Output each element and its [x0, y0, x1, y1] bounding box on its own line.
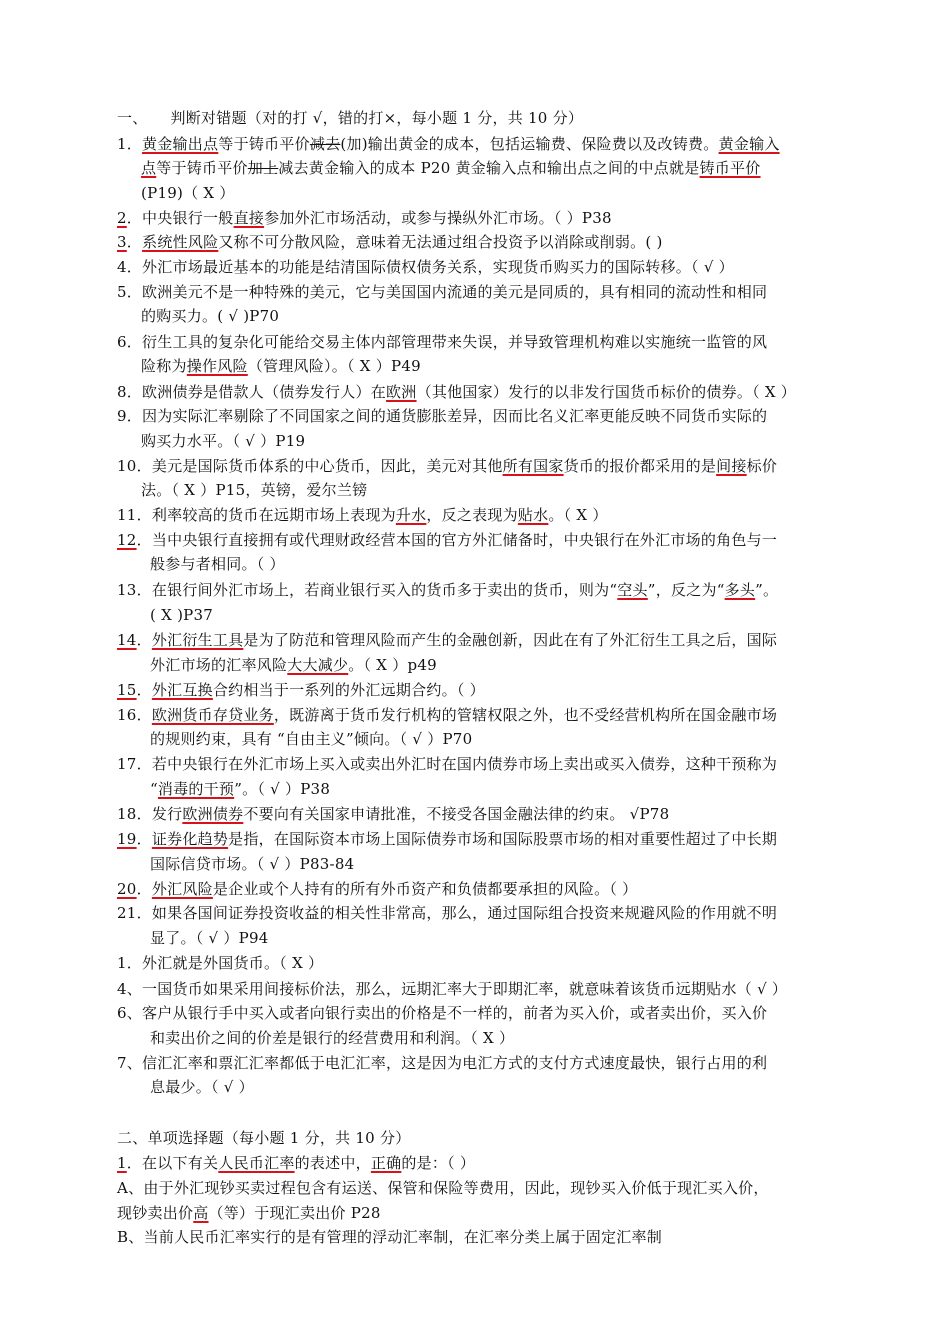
text-line: ( X )P37	[150, 606, 214, 624]
text-line: 的购买力。( √ )P70	[141, 307, 280, 325]
red-underline-mark: 点	[141, 159, 157, 177]
text-line: (P19)（ X ）	[141, 184, 235, 202]
red-underline-mark: 多头	[724, 581, 756, 599]
red-underline-mark: 外汇风险	[151, 880, 213, 898]
text-line: 国际信贷市场。（ √ ）P83-84	[150, 855, 355, 873]
text-line: 般参与者相同。（ ）	[150, 555, 285, 573]
text-line: 21．如果各国间证券投资收益的相关性非常高，那么，通过国际组合投资来规避风险的作用就不明	[117, 904, 778, 922]
red-underline-mark: 贴水	[517, 506, 549, 524]
red-underline-mark: 间接	[716, 457, 747, 475]
text-line: 14．外汇衍生工具是为了防范和管理风险而产生的金融创新，因此在有了外汇衍生工具之后，国际	[117, 631, 778, 649]
text-line: 险称为操作风险（管理风险）。（ X ）P49	[141, 357, 421, 375]
red-underline-mark: 19	[117, 830, 137, 848]
text-line: 外汇市场的汇率风险大大减少。（ X ）p49	[150, 656, 437, 674]
text-line: 18．发行欧洲债券不要向有关国家申请批准，不接受各国金融法律的约束。 √P78	[117, 805, 670, 823]
text-line: 息最少。（ √ ）	[150, 1078, 254, 1096]
red-underline-mark: 铸币平价	[699, 159, 761, 177]
text-line: 3．系统性风险又称不可分散风险，意味着无法通过组合投资予以消除或削弱。( )	[117, 233, 663, 251]
text-line: 一、 判断对错题（对的打 √，错的打×，每小题 1 分，共 10 分）	[117, 109, 584, 127]
text-line: 19．证券化趋势是指，在国际资本市场上国际债券市场和国际股票市场的相对重要性超过了中长期	[117, 830, 778, 848]
red-underline-mark: 高	[193, 1204, 209, 1222]
text-line: “消毒的干预”。（ √ ）P38	[150, 780, 331, 798]
text-line: 20．外汇风险是企业或个人持有的所有外币资产和负债都要承担的风险。（ ）	[117, 880, 638, 898]
text-line: 二、单项选择题（每小题 1 分，共 10 分）	[117, 1129, 411, 1147]
text-line: 9．因为实际汇率剔除了不同国家之间的通货膨胀差异，因而比名义汇率更能反映不同货币实际的	[117, 407, 768, 425]
text-line: 1．外汇就是外国货币。（ X ）	[117, 954, 324, 972]
text-line: 点等于铸币平价加上减去黄金输入的成本 P20 黄金输入点和输出点之间的中点就是铸币平价	[141, 159, 761, 177]
red-underline-mark: 欧洲	[386, 383, 417, 401]
red-underline-mark: 空头	[617, 581, 648, 599]
text-line: 13．在银行间外汇市场上，若商业银行买入的货币多于卖出的货币，则为“空头”，反之为“多头”。	[117, 581, 779, 599]
red-underline-mark: 证券化趋势	[151, 830, 229, 848]
red-underline-mark: 外汇衍生工具	[151, 631, 244, 649]
text-line: 6、客户从银行手中买入或者向银行卖出的价格是不一样的，前者为买入价，或者卖出价，买入价	[117, 1004, 768, 1022]
text-line: 1．黄金输出点等于铸币平价减去(加)输出黄金的成本，包括运输费、保险费以及改铸费。黄金输入	[117, 135, 780, 153]
red-underline-mark: 消毒的干预	[157, 780, 235, 798]
red-underline-mark: 所有国家	[502, 457, 564, 475]
text-line: 5．欧洲美元不是一种特殊的美元，它与美国国内流通的美元是同质的，具有相同的流动性和相同	[117, 283, 768, 301]
red-underline-mark: 操作风险	[186, 357, 248, 375]
text-line: 显了。（ √ ）P94	[150, 929, 269, 947]
red-underline-mark: 黄金输入	[718, 135, 780, 153]
text-line: 现钞卖出价高（等）于现汇卖出价 P28	[117, 1204, 381, 1222]
text-line: 8．欧洲债券是借款人（债券发行人）在欧洲（其他国家）发行的以非发行国货币标价的债券。（ X ）	[117, 383, 797, 401]
red-underline-mark: 1	[117, 1154, 127, 1172]
red-underline-mark: 大大减少	[287, 656, 349, 674]
struck-text: 加上	[247, 159, 279, 177]
text-line: 6．衍生工具的复杂化可能给交易主体内部管理带来失误，并导致管理机构难以实施统一监管的风	[117, 333, 768, 351]
text-line: 12．当中央银行直接拥有或代理财政经营本国的官方外汇储备时，中央银行在外汇市场的角色与一	[117, 531, 778, 549]
red-underline-mark: 正确	[370, 1154, 402, 1172]
red-underline-mark: 直接	[233, 209, 265, 227]
red-underline-mark: 欧洲货币存贷业务	[151, 706, 274, 724]
red-underline-mark: 2	[117, 209, 127, 227]
struck-text: 减去	[309, 135, 341, 153]
red-underline-mark: 15	[117, 681, 137, 699]
text-line: 10．美元是国际货币体系的中心货币，因此，美元对其他所有国家货币的报价都采用的是间接标价	[117, 457, 778, 475]
text-line: 和卖出价之间的价差是银行的经营费用和利润。（ X ）	[150, 1029, 515, 1047]
text-line: 1．在以下有关人民币汇率的表述中，正确的是：（ ）	[117, 1154, 476, 1172]
text-line: 购买力水平。（ √ ）P19	[141, 432, 306, 450]
text-line: 15．外汇互换合约相当于一系列的外汇远期合约。（ ）	[117, 681, 485, 699]
text-line: 4、一国货币如果采用间接标价法，那么，远期汇率大于即期汇率，就意味着该货币远期贴水（ √ ）	[117, 980, 788, 998]
text-line: 2．中央银行一般直接参加外汇市场活动，或参与操纵外汇市场。（ ）P38	[117, 209, 612, 227]
red-underline-mark: 20	[117, 880, 137, 898]
text-line: 的规则约束，具有 “自由主义”倾向。（ √ ）P70	[150, 730, 473, 748]
red-underline-mark: 14	[117, 631, 137, 649]
text-line: B、当前人民币汇率实行的是有管理的浮动汇率制，在汇率分类上属于固定汇率制	[117, 1228, 663, 1246]
text-line: A、由于外汇现钞买卖过程包含有运送、保管和保险等费用，因此，现钞买入价低于现汇买入价，	[117, 1179, 769, 1197]
text-line: 7、信汇汇率和票汇汇率都低于电汇汇率，这是因为电汇方式的支付方式速度最快，银行占用的利	[117, 1054, 768, 1072]
red-underline-mark: 系统性风险	[142, 233, 219, 251]
text-line: 17．若中央银行在外汇市场上买入或卖出外汇时在国内债券市场上卖出或买入债券，这种干预称为	[117, 755, 778, 773]
text-line: 16．欧洲货币存贷业务，既游离于货币发行机构的管辖权限之外，也不受经营机构所在国金融市场	[117, 706, 778, 724]
red-underline-mark: 人民币汇率	[218, 1154, 295, 1172]
text-line: 法。（ X ）P15，英镑，爱尔兰镑	[141, 481, 368, 499]
red-underline-mark: 欧洲债券	[182, 805, 244, 823]
red-underline-mark: 黄金输出点	[142, 135, 219, 153]
red-underline-mark: 12	[117, 531, 137, 549]
red-underline-mark: 外汇互换	[151, 681, 213, 699]
text-line: 4．外汇市场最近基本的功能是结清国际债权债务关系，实现货币购买力的国际转移。（ √ ）	[117, 258, 734, 276]
red-underline-mark: 升水	[395, 506, 427, 524]
red-underline-mark: 3	[117, 233, 127, 251]
text-line: 11．利率较高的货币在远期市场上表现为升水，反之表现为贴水。（ X ）	[117, 506, 608, 524]
